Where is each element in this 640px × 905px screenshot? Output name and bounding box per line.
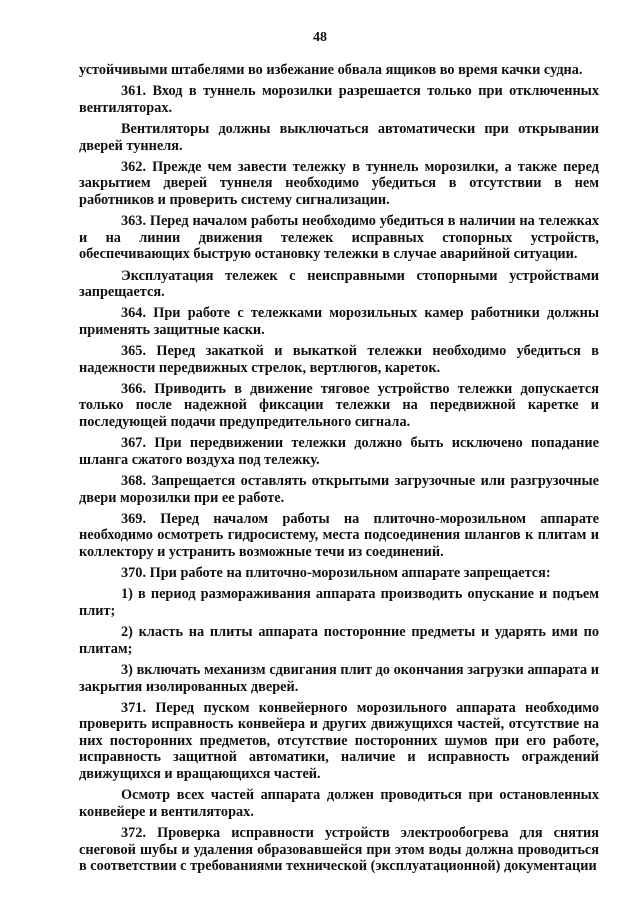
page-number: 48 <box>313 30 327 45</box>
paragraph-366: 366. Приводить в движение тяговое устройство тележки допускается только после надежной фиксации тележки на передвижной каретке и последующей подачи предупредительного сигнала. <box>79 380 599 431</box>
paragraph-371: 371. Перед пуском конвейерного морозильного аппарата необходимо проверить исправность конвейера и других движущихся частей, отсутствие на них посторонних предметов, отсутствие посторонних шумов при его работе, исправность защитной автоматики, наличие и исправность ограждений движущихся и вращающихся частей. <box>79 699 599 783</box>
paragraph-368: 368. Запрещается оставлять открытыми загрузочные или разгрузочные двери морозилки при ее работе. <box>79 473 599 506</box>
paragraph-362: 362. Прежде чем завести тележку в туннель морозилки, а также перед закрытием дверей туннеля необходимо убедиться в отсутствии в нем работников и проверить систему сигнализации. <box>79 158 599 208</box>
paragraph-370-item-2: 2) класть на плиты аппарата посторонние предметы и ударять ими по плитам; <box>79 624 599 657</box>
paragraph-370: 370. При работе на плиточно-морозильном аппарате запрещается: <box>121 565 551 582</box>
paragraph-continuation: устойчивыми штабелями во избежание обвала ящиков во время качки судна. <box>79 62 583 78</box>
paragraph-364: 364. При работе с тележками морозильных камер работники должны применять защитные каски. <box>79 305 599 338</box>
paragraph-363: 363. Перед началом работы необходимо убедиться в наличии на тележках и на линии движения тележек исправных стопорных устройств, обеспечивающих быструю остановку тележки в случае аварийной ситуации. <box>79 213 599 263</box>
paragraph-371-note: Осмотр всех частей аппарата должен проводиться при остановленных конвейере и вентиляторах. <box>79 787 599 820</box>
paragraph-372: 372. Проверка исправности устройств электрообогрева для снятия снеговой шубы и удаления образовавшейся при этом воды должна проводиться в соответствии с требованиями технической (эксплуатационной) документации <box>79 825 599 875</box>
paragraph-361: 361. Вход в туннель морозилки разрешается только при отключенных вентиляторах. <box>79 83 599 116</box>
paragraph-370-item-3: 3) включать механизм сдвигания плит до окончания загрузки аппарата и закрытия изолированных дверей. <box>79 661 599 695</box>
paragraph-367: 367. При передвижении тележки должно быть исключено попадание шланга сжатого воздуха под тележку. <box>79 435 599 468</box>
paragraph-365: 365. Перед закаткой и выкаткой тележки необходимо убедиться в надежности передвижных стрелок, вертлюгов, кареток. <box>79 343 599 376</box>
paragraph-363-note: Эксплуатация тележек с неисправными стопорными устройствами запрещается. <box>79 267 599 301</box>
document-body <box>79 62 599 879</box>
paragraph-361-note: Вентиляторы должны выключаться автоматически при открывании дверей туннеля. <box>79 120 599 154</box>
paragraph-370-item-1: 1) в период размораживания аппарата производить опускание и подъем плит; <box>79 586 599 619</box>
paragraph-369: 369. Перед началом работы на плиточно-морозильном аппарате необходимо осмотреть гидросистему, места подсоединения шлангов к плитам и коллектору и устранить возможные течи из соединений. <box>79 510 599 560</box>
